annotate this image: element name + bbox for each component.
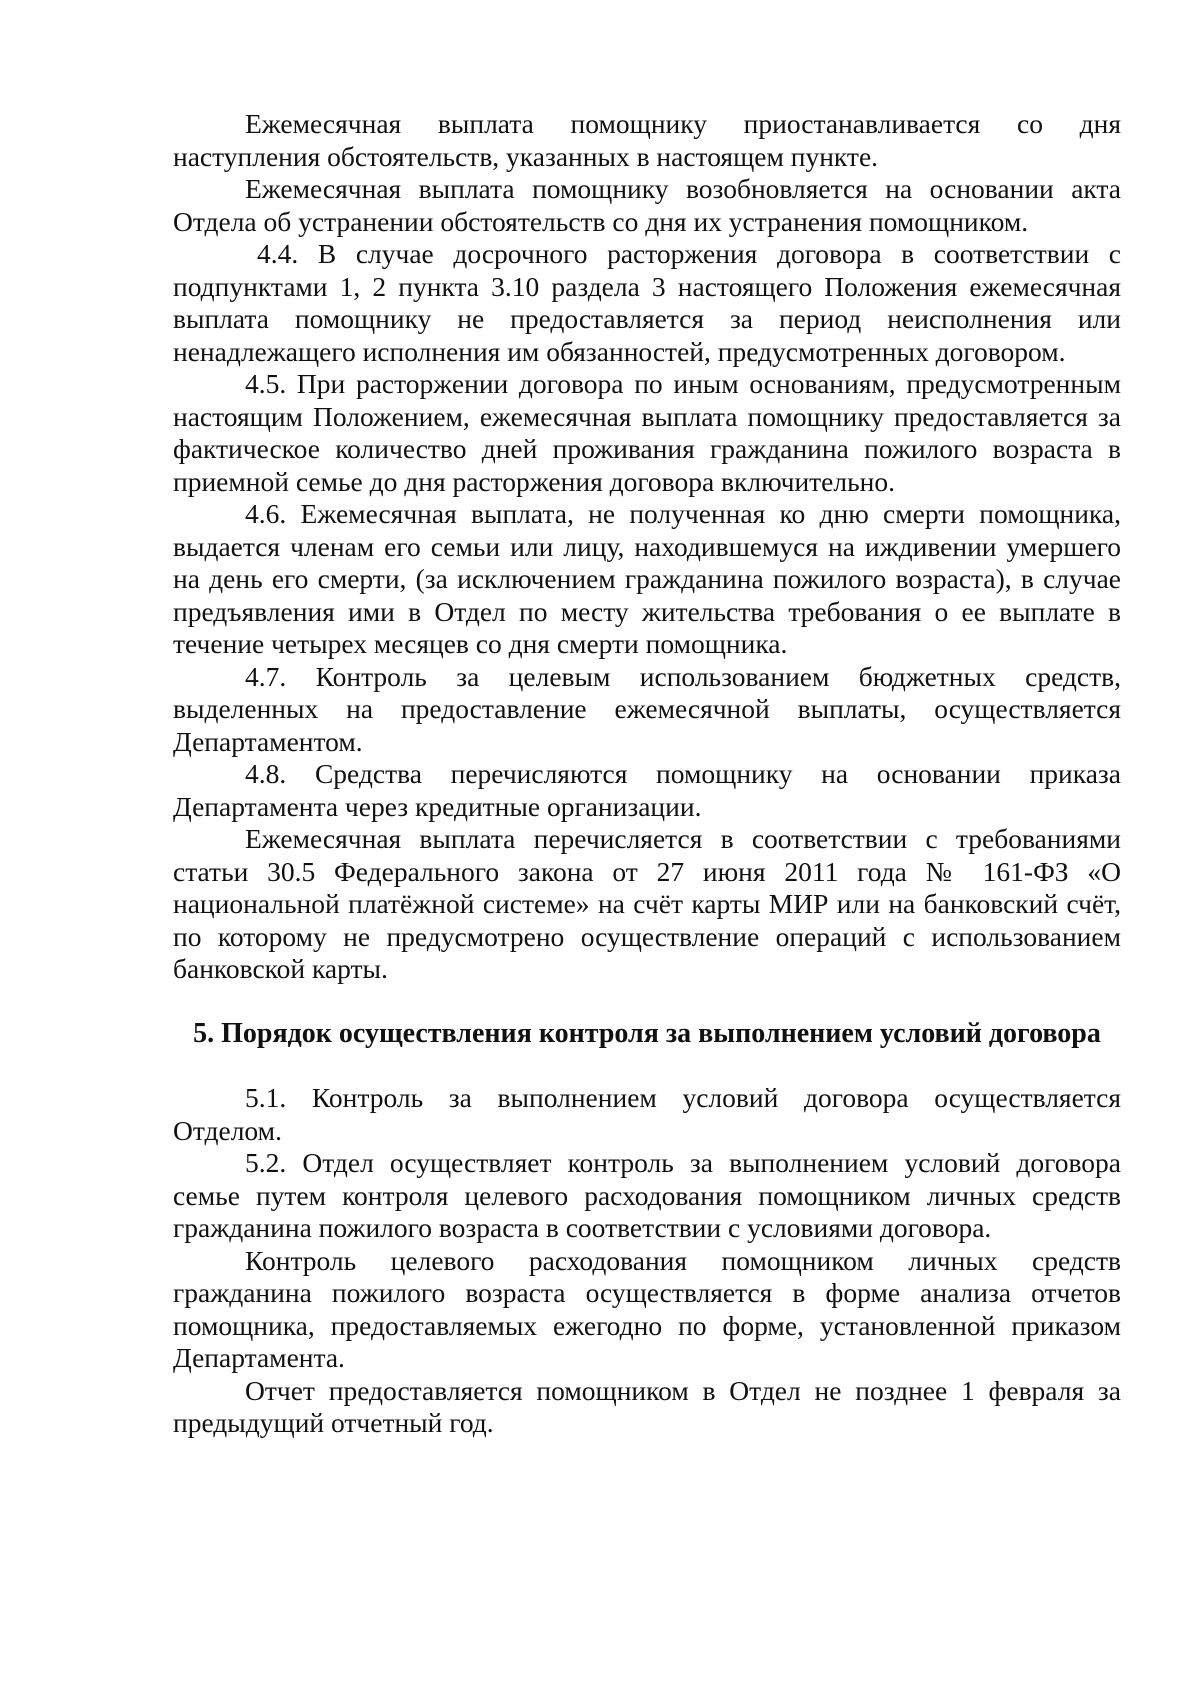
- paragraph-4-5: 4.5. При расторжении договора по иным основаниям, предусмотренным настоящим Положением, ежемесячная выплата помощнику предоставляется за фактическое количество дней проживания гражданина пожилого возраста в приемной семье до дня расторжения договора включительно.: [173, 368, 1121, 497]
- paragraph-5-2: 5.2. Отдел осуществляет контроль за выполнением условий договора семье путем контроля целевого расходования помощником личных средств гражданина пожилого возраста в соответствии с условиями договора.: [173, 1147, 1121, 1243]
- paragraph-payment-suspended: Ежемесячная выплата помощнику приостанавливается со дня наступления обстоятельств, указанных в настоящем пункте.: [173, 108, 1121, 172]
- paragraph-report-deadline: Отчет предоставляется помощником в Отдел не позднее 1 февраля за предыдущий отчетный год.: [173, 1374, 1121, 1438]
- paragraph-4-7: 4.7. Контроль за целевым использованием бюджетных средств, выделенных на предоставление ежемесячной выплаты, осуществляется Департаментом.: [173, 660, 1121, 757]
- paragraph-payment-transfer: Ежемесячная выплата перечисляется в соответствии с требованиями статьи 30.5 Федерального закона от 27 июня 2011 года № 161-ФЗ «О национальной платёжной системе» на счёт карты МИР или на банковский счёт, по которому не предусмотрено осуществление операций с использованием банковской карты.: [173, 823, 1121, 984]
- paragraph-payment-resumed: Ежемесячная выплата помощнику возобновляется на основании акта Отдела об устранении обстоятельств со дня их устранения помощником.: [173, 173, 1121, 237]
- paragraph-4-4: 4.4. В случае досрочного расторжения договора в соответствии с подпунктами 1, 2 пункта 3.10 раздела 3 настоящего Положения ежемесячная выплата помощнику не предоставляется за период неисполнения или ненадлежащего исполнения им обязанностей, предусмотренных договором.: [173, 238, 1121, 367]
- document-page: [173, 108, 1121, 1440]
- paragraph-control-analysis: Контроль целевого расходования помощником личных средств гражданина пожилого возраста осуществляется в форме анализа отчетов помощника, предоставляемых ежегодно по форме, установленной приказом Департамента.: [173, 1244, 1121, 1373]
- paragraph-4-8: 4.8. Средства перечисляются помощнику на основании приказа Департамента через кредитные организации.: [173, 758, 1121, 822]
- section-heading: 5. Порядок осуществления контроля за выполнением условий договора: [193, 1017, 1101, 1049]
- paragraph-4-6: 4.6. Ежемесячная выплата, не полученная ко дню смерти помощника, выдается членам его семьи или лицу, находившемуся на иждивении умершего на день его смерти, (за исключением гражданина пожилого возраста), в случае предъявления ими в Отдел по месту жительства требования о ее выплате в течение четырех месяцев со дня смерти помощника.: [173, 498, 1121, 659]
- paragraph-5-1: 5.1. Контроль за выполнением условий договора осуществляется Отделом.: [173, 1082, 1121, 1146]
